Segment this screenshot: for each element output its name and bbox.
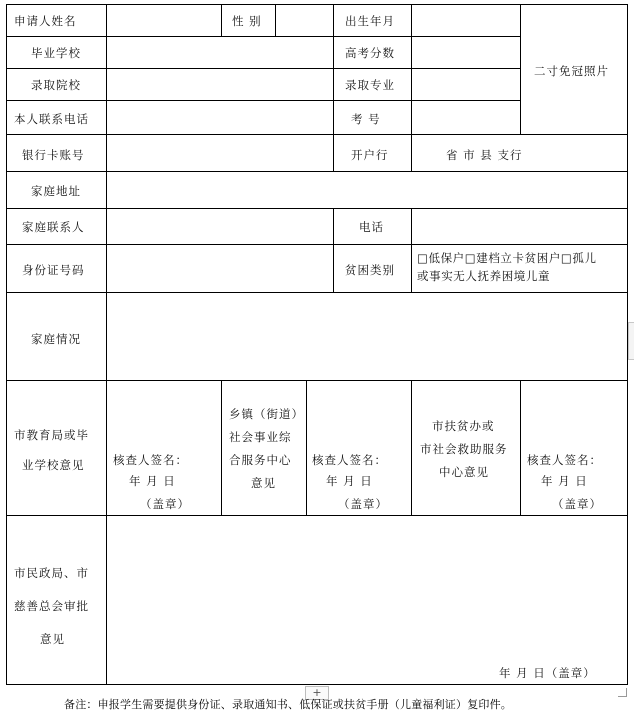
signer-label-1: 核查人签名： [113, 453, 188, 467]
civil-affairs-label-line-2: 慈善总会审批 [14, 599, 89, 613]
family-contact-label: 家庭联系人 [22, 220, 85, 234]
footnote: 备注：申报学生需要提供身份证、录取通知书、低保证或扶贫手册（儿童福利证）复印件。 [64, 698, 512, 711]
family-situation-field[interactable] [107, 293, 627, 380]
education-bureau-label-line-1: 市教育局或毕 [14, 428, 89, 442]
seal-label-2: （盖章） [338, 497, 388, 511]
poverty-office-label-line-1: 市扶贫办或 [432, 419, 495, 433]
table-resize-handle[interactable] [618, 688, 627, 697]
signer-label-2: 核查人签名： [312, 453, 387, 467]
seal-label-1: （盖章） [140, 497, 190, 511]
applicant-name-field[interactable] [107, 5, 221, 36]
seal-label-3: （盖章） [552, 497, 602, 511]
poverty-category-label: 贫困类别 [345, 263, 395, 277]
gender-field[interactable] [276, 5, 333, 36]
family-contact-field[interactable] [107, 209, 333, 244]
approval-date-seal: 年 月 日（盖章） [499, 666, 596, 680]
town-office-label-line-4: 意见 [251, 476, 276, 490]
civil-affairs-label-line-1: 市民政局、市 [14, 566, 89, 580]
poverty-options-line-1[interactable]: □低保户□建档立卡贫困户□孤儿 [417, 251, 597, 265]
exam-score-field[interactable] [412, 37, 520, 68]
personal-phone-label: 本人联系电话 [14, 112, 89, 126]
id-number-label: 身份证号码 [22, 263, 85, 277]
town-office-label-line-3: 合服务中心 [229, 453, 292, 467]
id-number-field[interactable] [107, 245, 333, 292]
page-margin-marker [628, 322, 634, 360]
town-office-label-line-2: 社会事业综 [229, 430, 292, 444]
birth-date-label: 出生年月 [345, 14, 395, 28]
bank-branch-value: 省 市 县 支行 [446, 148, 523, 162]
exam-number-label: 考 号 [351, 112, 381, 126]
date-label-2: 年 月 日 [326, 474, 373, 488]
home-address-label: 家庭地址 [31, 184, 81, 198]
bank-branch-label: 开户行 [351, 148, 389, 162]
bank-account-label: 银行卡账号 [22, 148, 85, 162]
birth-date-field[interactable] [412, 5, 520, 36]
admitting-college-field[interactable] [107, 69, 333, 100]
poverty-options-line-2: 或事实无人抚养困境儿童 [417, 269, 551, 283]
bank-account-field[interactable] [107, 135, 333, 171]
contact-phone-label: 电话 [359, 220, 384, 234]
signer-label-3: 核查人签名： [527, 453, 602, 467]
date-label-1: 年 月 日 [129, 474, 176, 488]
contact-phone-field[interactable] [412, 209, 627, 244]
home-address-field[interactable] [107, 172, 627, 208]
exam-number-field[interactable] [412, 101, 520, 134]
admitted-major-label: 录取专业 [345, 78, 395, 92]
exam-score-label: 高考分数 [345, 46, 395, 60]
civil-affairs-approval-field[interactable] [107, 516, 627, 684]
poverty-office-label-line-3: 中心意见 [439, 465, 489, 479]
graduate-school-field[interactable] [107, 37, 333, 68]
date-label-3: 年 月 日 [541, 474, 588, 488]
applicant-name-label: 申请人姓名 [14, 14, 77, 28]
photo-placeholder-label: 二寸免冠照片 [534, 64, 609, 78]
gender-label: 性 别 [232, 14, 262, 28]
family-situation-label: 家庭情况 [31, 332, 81, 346]
personal-phone-field[interactable] [107, 101, 333, 134]
town-office-label-line-1: 乡镇（街道） [229, 407, 304, 421]
civil-affairs-label-line-3: 意见 [40, 632, 65, 646]
add-row-button[interactable]: + [305, 686, 329, 700]
admitting-college-label: 录取院校 [31, 78, 81, 92]
admitted-major-field[interactable] [412, 69, 520, 100]
graduate-school-label: 毕业学校 [31, 46, 81, 60]
education-bureau-label-line-2: 业学校意见 [22, 458, 85, 472]
poverty-office-label-line-2: 市社会救助服务 [420, 442, 508, 456]
